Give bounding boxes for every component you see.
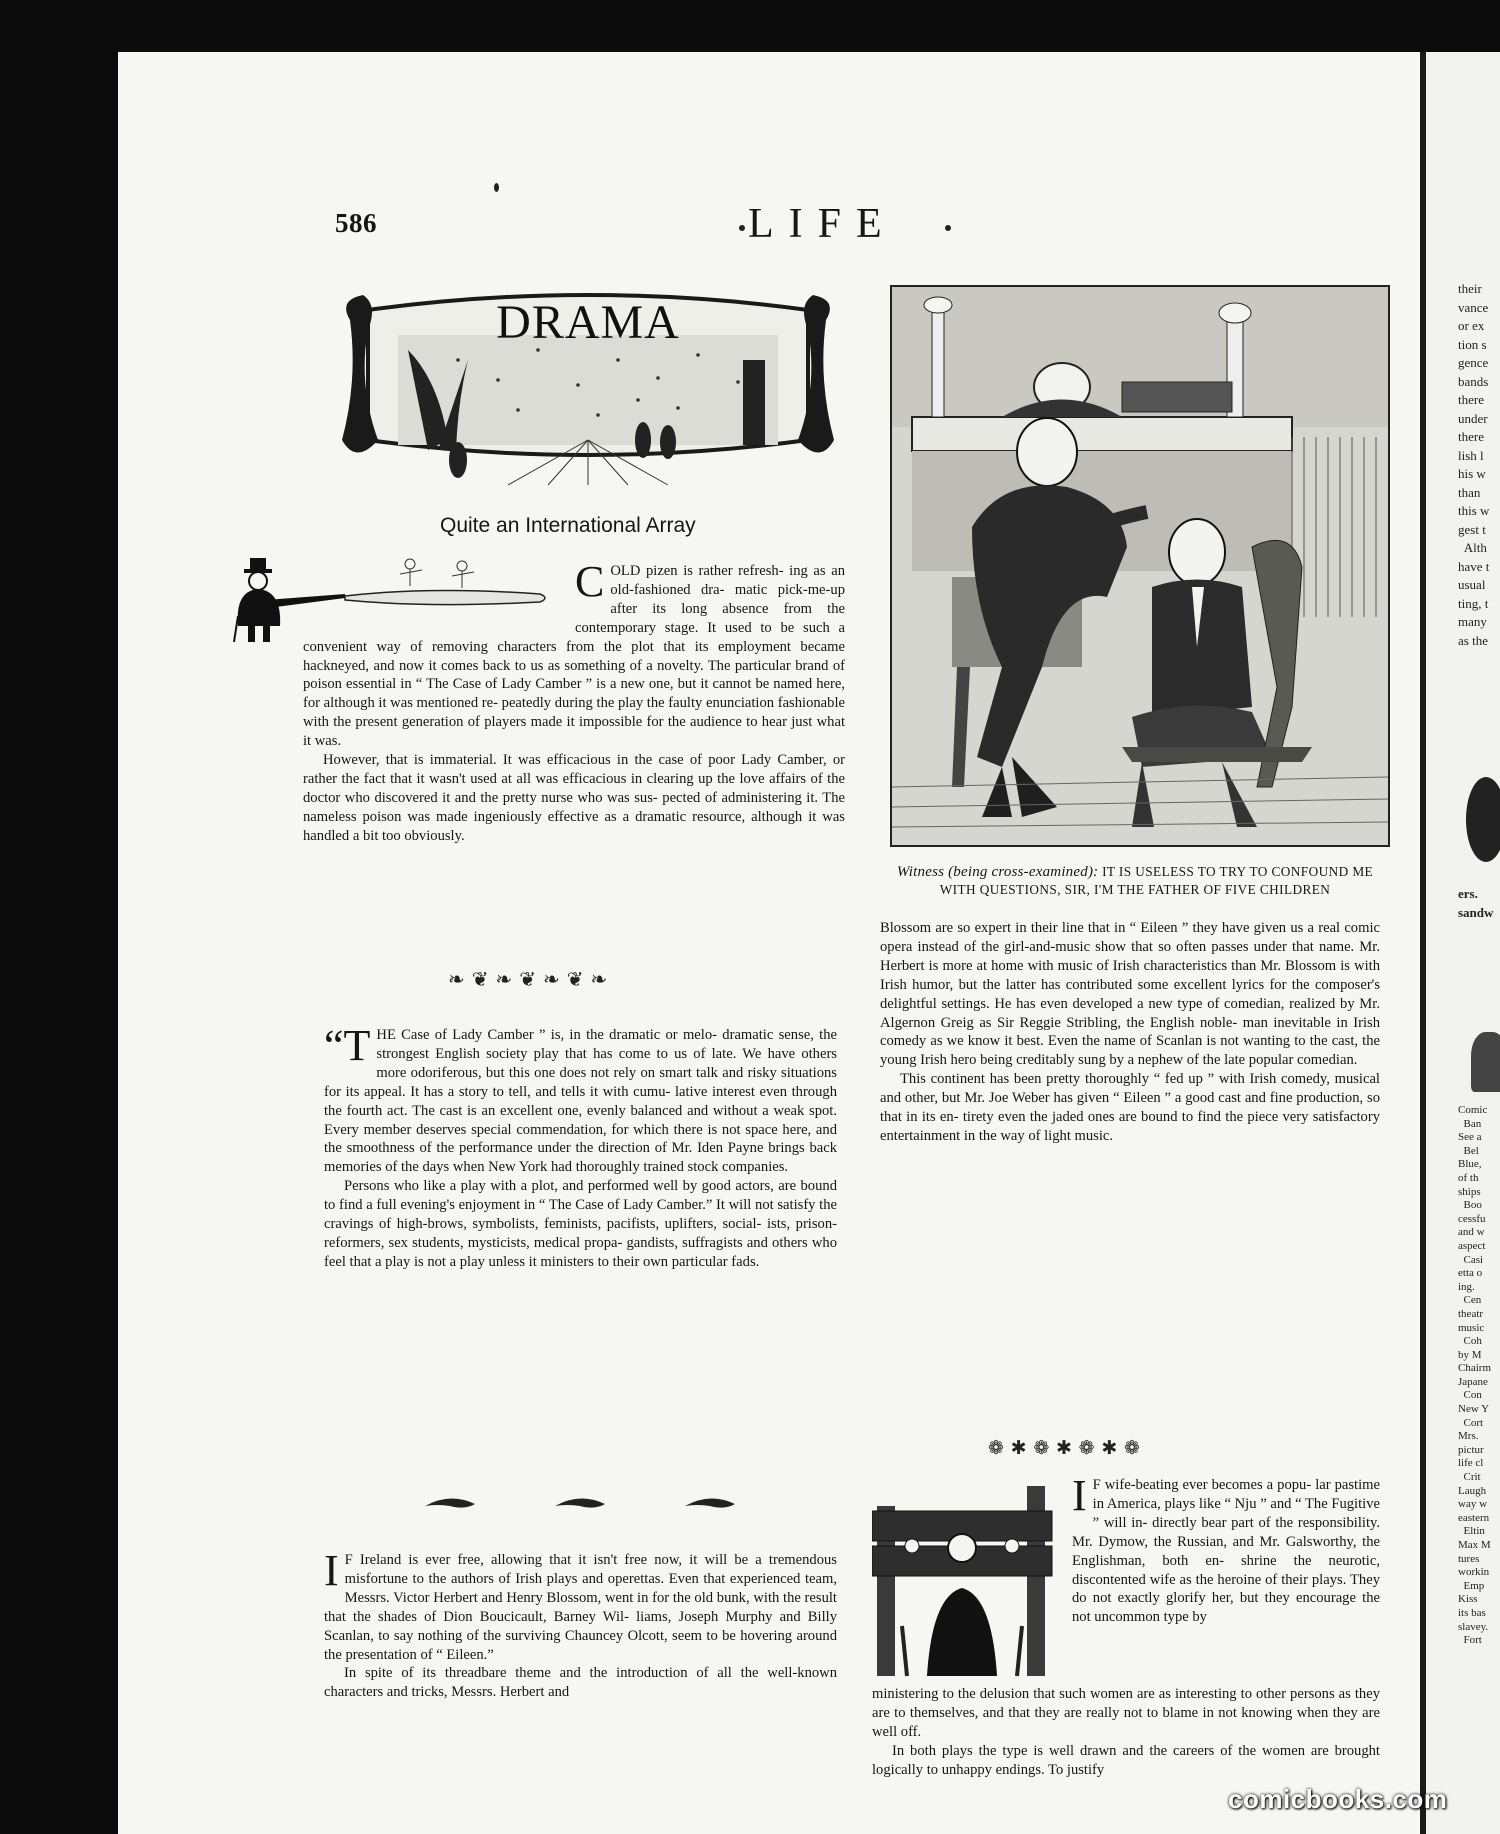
article-section-3 — [324, 1546, 837, 1702]
section-4-paragraph-1: F wife-beating ever becomes a popu- lar pastime in America, plays like “ Nju ” and “ The Fugitive ” will in- directly bear part of the responsibility. Mr. Dymow, the Russian, and Mr. Galsworthy, the Englishman, both en- shrine the neurotic, discontented wife as the heroine of their plays. They do not exactly glorify her, but they encourage the not uncommon type by — [1072, 1477, 1380, 1626]
section-2-paragraph-2: Persons who like a play with a plot, and performed well by good actors, are bound to find a full evening's enjoyment in “ The Case of Lady Camber.” It will not satisfy the cravings of high-brows, symbolists, feminists, pacifists, uplifters, social- ists, prison-reformers, sex students, mysticists, medical propa- gandists, suffragists and others who feel that a play is not a play unless it ministers to their own particular fads. — [324, 1178, 837, 1270]
masthead-title: LIFE — [748, 201, 897, 247]
site-watermark: comicbooks.com — [1228, 1784, 1448, 1814]
article-section-4 — [1072, 1471, 1380, 1627]
section-divider-2 — [425, 1492, 745, 1514]
drama-banner — [338, 290, 838, 490]
ink-dot — [494, 183, 499, 192]
facing-page-text-top: their vance or ex tion s gence bands there under there lish l his w than this w gest t Alth have t usual ting, t many as the — [1458, 281, 1490, 648]
section-1-paragraph-1: OLD pizen is rather refresh- ing as an old-fashioned dra- matic pick-me-up after its long absence from the contemporary stage. It used to be such a convenient way of removing characters from the plot that its employment became hackneyed, and now it comes back to us as something of a novelty. The particular brand of poison essential in “ The Case of Lady Camber ” is a new one, but it cannot be named here, for although it was mentioned re- peatedly during the play the faulty enunciation fashionable with the present generation of players made it impossible for the audience to hear just what it was. — [303, 563, 845, 750]
section-4-paragraph-1-cont: ministering to the delusion that such women are as interesting to other persons as they are to themselves, and that they are really not to blame in not knowing when they are well off. — [872, 1686, 1380, 1740]
article-title: Quite an International Array — [440, 514, 696, 537]
facing-page-text-mid: ers. sandw — [1458, 886, 1494, 920]
caption-text: IT IS USELESS TO TRY TO CONFOUND ME WITH QUESTIONS, SIR, I'M THE FATHER OF FIVE CHILDREN — [939, 864, 1374, 897]
section-divider-1: ❧ ❦ ❧ ❦ ❧ ❦ ❧ — [448, 969, 609, 991]
section-3-paragraph-1: F Ireland is ever free, allowing that it isn't free now, it will be a tremendous misfortune to the authors of Irish plays and operettas. Even that experienced team, Messrs. Victor Herbert and Henry Blossom, went in for the old bunk, with the result that the shades of Dion Boucicault, Barney Wil- liams, Joseph Murphy and Billy Scanlan, to say nothing of the surviving Chauncey Olcott, seem to be hovering around the presentation of “ Eileen.” — [324, 1552, 837, 1663]
article-right-column — [880, 919, 1380, 1146]
caption-speaker: Witness (being cross-examined): — [896, 864, 1099, 880]
right-column-paragraph-2: This continent has been pretty thoroughly “ fed up ” with Irish comedy, musical and other, but Mr. Joe Weber has given “ Eileen ” a good cast and fine production, so that in its en- tirety even the jaded ones are bound to find the piece very satisfactory entertainment in the way of light music. — [880, 1071, 1380, 1144]
stocks-cartoon — [872, 1476, 1062, 1681]
courtroom-illustration — [890, 285, 1390, 847]
section-2-paragraph-1: HE Case of Lady Camber ” is, in the dramatic or melo- dramatic sense, the strongest English society play that has come to us of late. We have others more odoriferous, but this one does not rely on smart talk and risky situations for its appeal. It has a story to tell, and tells it with cumu- lative interest even through the fourth act. The cast is an excellent one, evenly balanced and without a weak spot. Every member deserves special commendation, for which there is not space here, and the smoothness of the performance under the direction of Mr. Iden Payne brings back memories of the days when New York had thoroughly trained stock companies. — [324, 1027, 837, 1176]
section-1-paragraph-2: However, that is immaterial. It was efficacious in the case of poor Lady Camber, or rather the fact that it wasn't used at all was efficacious in clearing up the love affairs of the doctor who discovered it and the pretty nurse who was sus- pected of administering it. The nameless poison was made ingeniously effective as a dramatic resource, although it was handled a bit too obviously. — [303, 752, 845, 844]
page-number: 586 — [335, 208, 377, 238]
drama-banner-label: DRAMA — [496, 296, 680, 349]
article-section-2 — [324, 1021, 837, 1272]
illustration-caption — [880, 863, 1390, 898]
facing-page-text-bottom: Comic Ban See a Bel Blue, of th ships Boo cessfu and w aspect Casi etta o ing. Cen theatr music Coh by M Chairm Japane Con New Y Cort Mrs. pictur life cl Crit Laugh way w eastern Eltin Max M tures workin Emp Kiss its bas slavey. Fort — [1458, 1104, 1491, 1647]
dropcap-i: I — [324, 1546, 339, 1595]
dropcap-c: C — [575, 557, 605, 606]
section-4-paragraph-2: In both plays the type is well drawn and the careers of the women are brought logically to unhappy endings. To justify — [872, 1742, 1380, 1778]
title-bullet-right — [945, 225, 951, 231]
article-section-4-continued — [872, 1685, 1380, 1780]
facing-page-cartoon — [1466, 777, 1500, 862]
section-divider-3: ❁ ✱ ❁ ✱ ❁ ✱ ❁ — [988, 1438, 1141, 1459]
dropcap-i-2: I — [1072, 1471, 1087, 1520]
right-column-paragraph-1: Blossom are so expert in their line that in “ Eileen ” they have given us a real comic opera instead of the girl-and-music show that so often passes under that name. Mr. Herbert is more at home with music of Irish characteristics than Mr. Blossom is with Irish humor, but the latter has contributed some excellent lyrics for the composer's delightful settings. He has even developed a new type of comedian, realized by Mr. Algernon Greig as Sir Reggie Stribling, the English noble- man inevitable in Irish comedy as we know it best. Even the name of Scanlan is not wanting to the cast, the young Irish hero being creditably sung by a nephew of the late popular comedian. — [880, 920, 1380, 1069]
section-3-paragraph-2: In spite of its threadbare theme and the introduction of all the well-known characters and tricks, Messrs. Herbert and — [324, 1665, 837, 1701]
dropcap-t: “T — [324, 1021, 371, 1070]
facing-page-fragment — [1426, 52, 1500, 1834]
title-bullet-left — [739, 225, 745, 231]
article-section-1 — [303, 557, 845, 846]
facing-page-figure — [1471, 1032, 1500, 1092]
